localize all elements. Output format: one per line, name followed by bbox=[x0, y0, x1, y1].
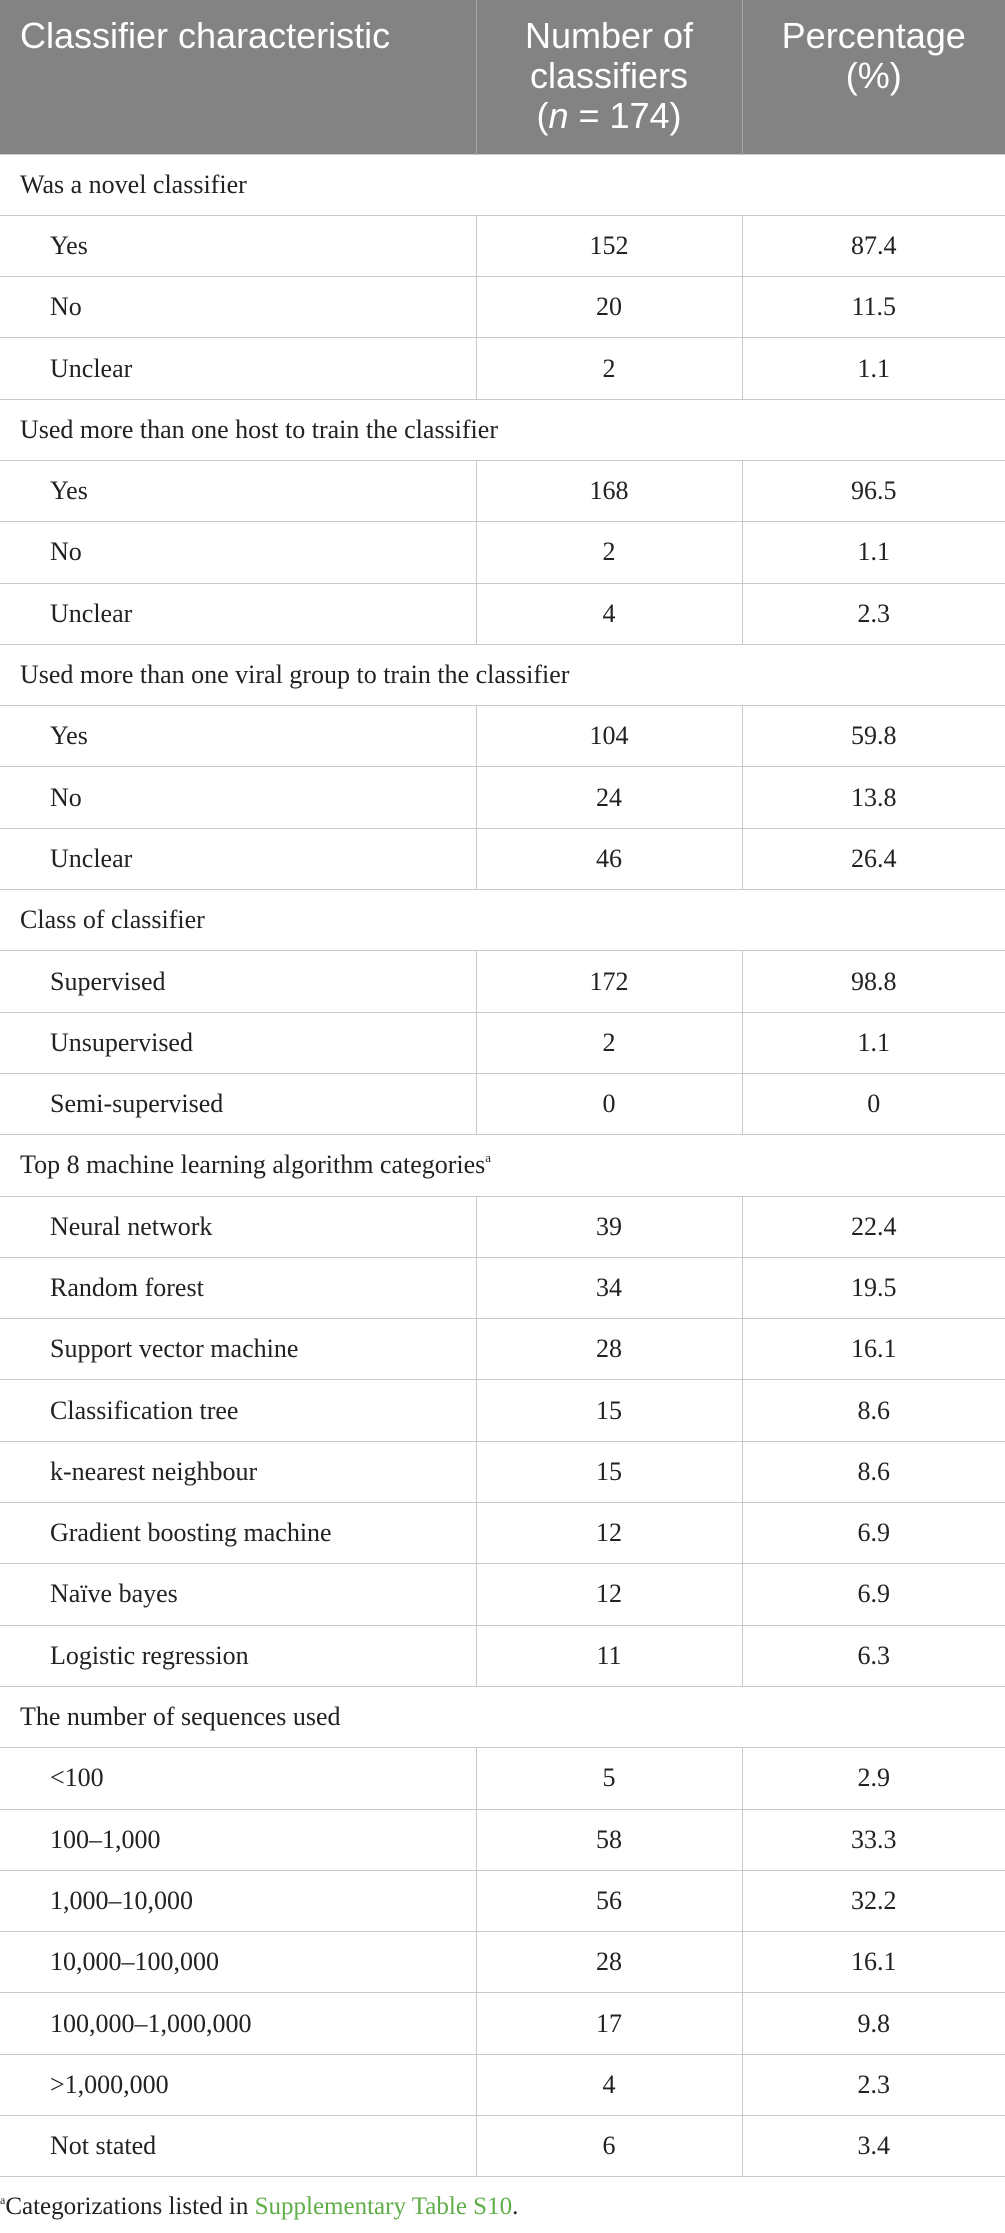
table-row bbox=[0, 522, 1005, 583]
row-label: Yes bbox=[0, 706, 476, 767]
row-label: Unclear bbox=[0, 828, 476, 889]
table-row bbox=[0, 951, 1005, 1012]
footnote-text: Categorizations listed in bbox=[5, 2193, 255, 2220]
header-percentage-line1: Percentage bbox=[781, 15, 966, 56]
section-title-text: Top 8 machine learning algorithm categories bbox=[20, 1150, 486, 1180]
section-title bbox=[0, 644, 1005, 705]
row-label: k-nearest neighbour bbox=[0, 1441, 476, 1502]
table-row bbox=[0, 338, 1005, 399]
row-label: Unclear bbox=[0, 338, 476, 399]
row-label: No bbox=[0, 522, 476, 583]
row-count: 34 bbox=[476, 1257, 742, 1318]
row-label: 100,000–1,000,000 bbox=[0, 1993, 476, 2054]
section-title bbox=[0, 1135, 1005, 1196]
row-label: Yes bbox=[0, 215, 476, 276]
row-count: 17 bbox=[476, 1993, 742, 2054]
row-label: Unclear bbox=[0, 583, 476, 644]
table-row bbox=[0, 1073, 1005, 1134]
table-row bbox=[0, 1196, 1005, 1257]
row-count: 11 bbox=[476, 1625, 742, 1686]
section-title-text: Was a novel classifier bbox=[20, 169, 247, 199]
table-row bbox=[0, 767, 1005, 828]
row-percentage: 16.1 bbox=[742, 1932, 1005, 1993]
header-number-line2: classifiers bbox=[529, 55, 689, 96]
row-label: <100 bbox=[0, 1748, 476, 1809]
section-title-text: Used more than one host to train the classifier bbox=[20, 414, 498, 444]
footnote-end: . bbox=[512, 2193, 519, 2220]
row-count: 172 bbox=[476, 951, 742, 1012]
row-label: Not stated bbox=[0, 2116, 476, 2177]
row-percentage: 16.1 bbox=[742, 1319, 1005, 1380]
table-row bbox=[0, 1012, 1005, 1073]
row-percentage: 1.1 bbox=[742, 1012, 1005, 1073]
row-label: Support vector machine bbox=[0, 1319, 476, 1380]
row-count: 5 bbox=[476, 1748, 742, 1809]
row-label: 10,000–100,000 bbox=[0, 1932, 476, 1993]
row-count: 2 bbox=[476, 338, 742, 399]
row-label: 1,000–10,000 bbox=[0, 1870, 476, 1931]
table-row bbox=[0, 2116, 1005, 2177]
table-row bbox=[0, 1625, 1005, 1686]
section-row bbox=[0, 1135, 1005, 1196]
row-label: Yes bbox=[0, 460, 476, 521]
row-count: 24 bbox=[476, 767, 742, 828]
row-label: Neural network bbox=[0, 1196, 476, 1257]
header-percentage bbox=[742, 0, 1005, 154]
row-percentage: 1.1 bbox=[742, 338, 1005, 399]
row-count: 168 bbox=[476, 460, 742, 521]
row-count: 15 bbox=[476, 1380, 742, 1441]
row-percentage: 3.4 bbox=[742, 2116, 1005, 2177]
section-title-text: Used more than one viral group to train the classifier bbox=[20, 660, 570, 690]
row-label: 100–1,000 bbox=[0, 1809, 476, 1870]
row-count: 0 bbox=[476, 1073, 742, 1134]
row-label: Supervised bbox=[0, 951, 476, 1012]
row-count: 2 bbox=[476, 522, 742, 583]
section-title bbox=[0, 1686, 1005, 1747]
row-percentage: 2.3 bbox=[742, 583, 1005, 644]
row-count: 58 bbox=[476, 1809, 742, 1870]
section-row bbox=[0, 399, 1005, 460]
table-row bbox=[0, 460, 1005, 521]
table-row bbox=[0, 1993, 1005, 2054]
row-percentage: 22.4 bbox=[742, 1196, 1005, 1257]
row-count: 15 bbox=[476, 1441, 742, 1502]
section-title bbox=[0, 399, 1005, 460]
footnote-ref: a bbox=[485, 1150, 492, 1166]
supplementary-table-link[interactable]: Supplementary Table S10 bbox=[254, 2193, 513, 2220]
row-percentage: 13.8 bbox=[742, 767, 1005, 828]
row-percentage: 0 bbox=[742, 1073, 1005, 1134]
table-row bbox=[0, 706, 1005, 767]
row-percentage: 96.5 bbox=[742, 460, 1005, 521]
header-number-line1: Number of bbox=[524, 15, 694, 56]
row-count: 12 bbox=[476, 1564, 742, 1625]
section-row bbox=[0, 890, 1005, 951]
section-row bbox=[0, 644, 1005, 705]
row-label: Random forest bbox=[0, 1257, 476, 1318]
row-count: 46 bbox=[476, 828, 742, 889]
row-percentage: 8.6 bbox=[742, 1441, 1005, 1502]
row-count: 12 bbox=[476, 1503, 742, 1564]
row-label: Semi-supervised bbox=[0, 1073, 476, 1134]
row-label: Classification tree bbox=[0, 1380, 476, 1441]
table-row bbox=[0, 1441, 1005, 1502]
row-label: Gradient boosting machine bbox=[0, 1503, 476, 1564]
row-percentage: 11.5 bbox=[742, 277, 1005, 338]
header-n-var: n bbox=[548, 95, 569, 136]
table-row bbox=[0, 215, 1005, 276]
section-title bbox=[0, 154, 1005, 215]
table-row bbox=[0, 277, 1005, 338]
table-row bbox=[0, 2054, 1005, 2115]
row-count: 6 bbox=[476, 2116, 742, 2177]
table-row bbox=[0, 1380, 1005, 1441]
header-percentage-line2: (%) bbox=[845, 55, 902, 96]
row-percentage: 2.3 bbox=[742, 2054, 1005, 2115]
row-label: No bbox=[0, 277, 476, 338]
table-row bbox=[0, 1932, 1005, 1993]
row-label: Logistic regression bbox=[0, 1625, 476, 1686]
row-label: >1,000,000 bbox=[0, 2054, 476, 2115]
header-n-rest: = 174) bbox=[568, 95, 682, 136]
row-count: 20 bbox=[476, 277, 742, 338]
row-label: Unsupervised bbox=[0, 1012, 476, 1073]
table-row bbox=[0, 1748, 1005, 1809]
section-row bbox=[0, 154, 1005, 215]
table-row bbox=[0, 1870, 1005, 1931]
table-row bbox=[0, 1564, 1005, 1625]
table-row bbox=[0, 1257, 1005, 1318]
row-count: 4 bbox=[476, 2054, 742, 2115]
row-label: No bbox=[0, 767, 476, 828]
row-count: 104 bbox=[476, 706, 742, 767]
row-label: Naïve bayes bbox=[0, 1564, 476, 1625]
row-percentage: 8.6 bbox=[742, 1380, 1005, 1441]
row-percentage: 9.8 bbox=[742, 1993, 1005, 2054]
row-percentage: 2.9 bbox=[742, 1748, 1005, 1809]
row-percentage: 6.3 bbox=[742, 1625, 1005, 1686]
table-row bbox=[0, 1809, 1005, 1870]
header-characteristic: Classifier characteristic bbox=[0, 0, 476, 154]
table-row bbox=[0, 828, 1005, 889]
section-title-text: The number of sequences used bbox=[20, 1702, 341, 1732]
row-percentage: 1.1 bbox=[742, 522, 1005, 583]
footnote-marker: a bbox=[0, 2193, 6, 2207]
row-percentage: 26.4 bbox=[742, 828, 1005, 889]
row-percentage: 6.9 bbox=[742, 1503, 1005, 1564]
table-row bbox=[0, 583, 1005, 644]
section-row bbox=[0, 1686, 1005, 1747]
row-count: 28 bbox=[476, 1319, 742, 1380]
header-row bbox=[0, 0, 1005, 154]
row-percentage: 87.4 bbox=[742, 215, 1005, 276]
row-count: 152 bbox=[476, 215, 742, 276]
row-count: 2 bbox=[476, 1012, 742, 1073]
row-percentage: 19.5 bbox=[742, 1257, 1005, 1318]
section-title bbox=[0, 890, 1005, 951]
row-count: 56 bbox=[476, 1870, 742, 1931]
table-row bbox=[0, 1503, 1005, 1564]
row-percentage: 32.2 bbox=[742, 1870, 1005, 1931]
row-percentage: 98.8 bbox=[742, 951, 1005, 1012]
row-count: 28 bbox=[476, 1932, 742, 1993]
section-title-text: Class of classifier bbox=[20, 905, 205, 935]
footnote bbox=[0, 2193, 1005, 2221]
header-number: Number of classifiers (n = 174) bbox=[476, 0, 742, 154]
row-count: 4 bbox=[476, 583, 742, 644]
row-percentage: 59.8 bbox=[742, 706, 1005, 767]
table-row bbox=[0, 1319, 1005, 1380]
row-count: 39 bbox=[476, 1196, 742, 1257]
row-percentage: 33.3 bbox=[742, 1809, 1005, 1870]
row-percentage: 6.9 bbox=[742, 1564, 1005, 1625]
